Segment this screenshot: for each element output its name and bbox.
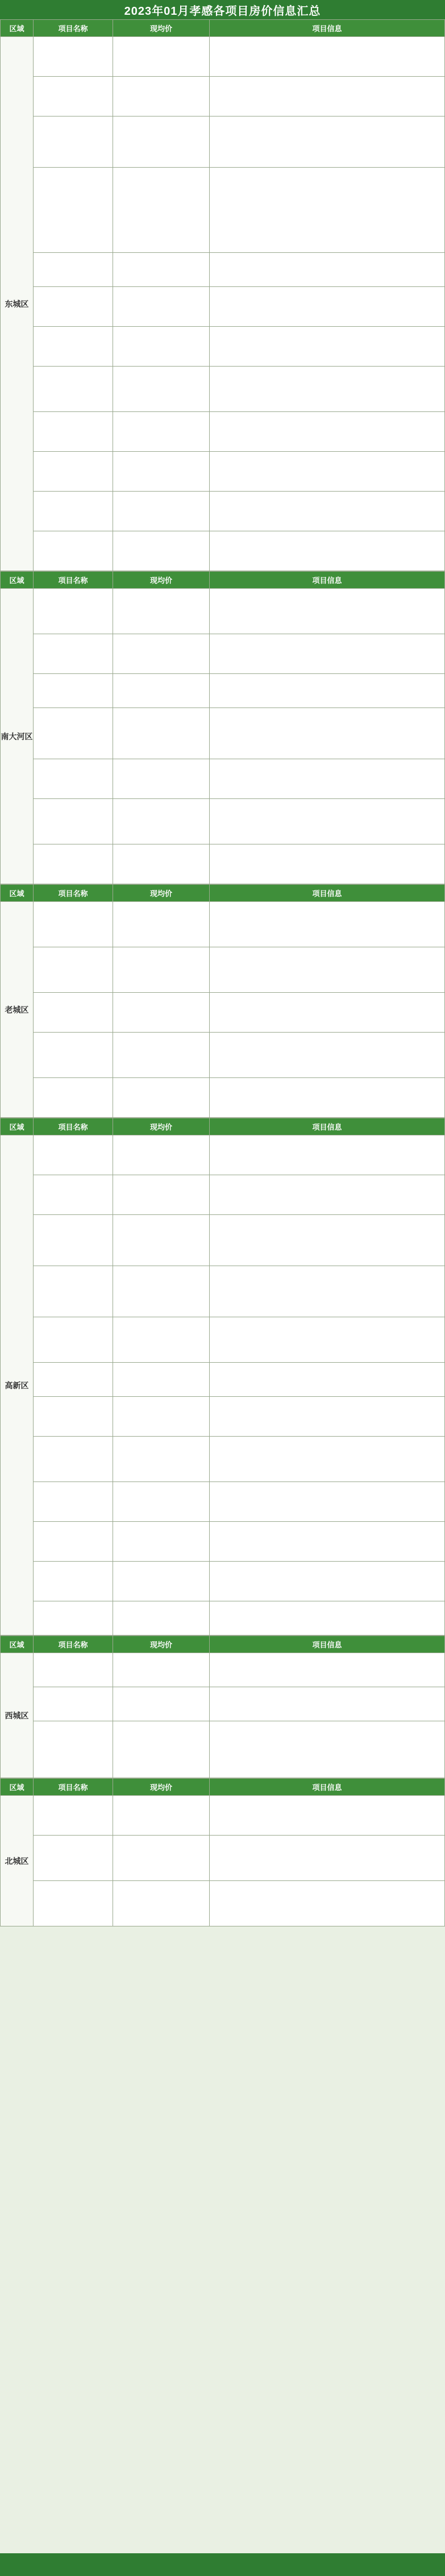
- project-price: [113, 1687, 210, 1721]
- table-row: [1, 902, 445, 947]
- project-name: [34, 844, 113, 884]
- header-name: 项目名称: [34, 1779, 113, 1796]
- project-price: [113, 1033, 210, 1078]
- project-info: [210, 1437, 445, 1482]
- project-price: [113, 327, 210, 367]
- header-info: 项目信息: [210, 1779, 445, 1796]
- table-row: [1, 77, 445, 116]
- table-row: [1, 253, 445, 287]
- project-price: [113, 1175, 210, 1215]
- project-info: [210, 1796, 445, 1836]
- header-region: 区域: [1, 1118, 34, 1135]
- project-name: [34, 287, 113, 327]
- project-price: [113, 412, 210, 452]
- project-info: [210, 116, 445, 168]
- region-table: [0, 19, 445, 571]
- project-price: [113, 708, 210, 759]
- table-row: [1, 1796, 445, 1836]
- project-price: [113, 634, 210, 674]
- project-info: [210, 674, 445, 708]
- project-name: [34, 1881, 113, 1926]
- table-row: [1, 1175, 445, 1215]
- table-header-row: [1, 572, 445, 589]
- header-info: 项目信息: [210, 572, 445, 589]
- project-name: [34, 759, 113, 799]
- project-info: [210, 253, 445, 287]
- project-price: [113, 902, 210, 947]
- region-label: 高新区: [1, 1135, 34, 1636]
- table-row: [1, 492, 445, 531]
- table-header-row: [1, 20, 445, 37]
- table-row: [1, 1562, 445, 1601]
- project-info: [210, 1721, 445, 1778]
- header-region: 区域: [1, 20, 34, 37]
- header-region: 区域: [1, 885, 34, 902]
- table-row: [1, 759, 445, 799]
- project-name: [34, 1653, 113, 1687]
- project-name: [34, 327, 113, 367]
- project-info: [210, 367, 445, 412]
- table-row: [1, 1397, 445, 1437]
- project-name: [34, 993, 113, 1033]
- project-name: [34, 1522, 113, 1562]
- region-label: 南大河区: [1, 589, 34, 884]
- project-info: [210, 492, 445, 531]
- project-info: [210, 1482, 445, 1522]
- project-info: [210, 1215, 445, 1266]
- table-row: [1, 1687, 445, 1721]
- project-price: [113, 1721, 210, 1778]
- project-name: [34, 674, 113, 708]
- project-price: [113, 993, 210, 1033]
- project-price: [113, 253, 210, 287]
- project-price: [113, 367, 210, 412]
- header-info: 项目信息: [210, 20, 445, 37]
- project-info: [210, 1881, 445, 1926]
- project-info: [210, 947, 445, 993]
- table-row: [1, 1215, 445, 1266]
- table-row: [1, 1601, 445, 1636]
- table-row: [1, 947, 445, 993]
- project-name: [34, 1562, 113, 1601]
- project-price: [113, 1796, 210, 1836]
- project-name: [34, 116, 113, 168]
- project-price: [113, 168, 210, 253]
- table-row: [1, 287, 445, 327]
- table-row: [1, 1522, 445, 1562]
- table-row: [1, 1721, 445, 1778]
- table-row: [1, 1266, 445, 1317]
- project-price: [113, 116, 210, 168]
- table-header-row: [1, 1779, 445, 1796]
- project-info: [210, 844, 445, 884]
- project-price: [113, 1653, 210, 1687]
- table-header-row: [1, 885, 445, 902]
- header-region: 区域: [1, 1779, 34, 1796]
- table-row: [1, 452, 445, 492]
- project-info: [210, 589, 445, 634]
- project-name: [34, 452, 113, 492]
- header-price: 现均价: [113, 572, 210, 589]
- table-row: [1, 799, 445, 844]
- table-row: [1, 1653, 445, 1687]
- table-header-row: [1, 1118, 445, 1135]
- project-price: [113, 1135, 210, 1175]
- project-info: [210, 634, 445, 674]
- project-price: [113, 844, 210, 884]
- header-region: 区域: [1, 1636, 34, 1653]
- table-row: [1, 1482, 445, 1522]
- table-row: [1, 1437, 445, 1482]
- project-price: [113, 674, 210, 708]
- project-price: [113, 531, 210, 571]
- project-price: [113, 1562, 210, 1601]
- header-info: 项目信息: [210, 1636, 445, 1653]
- project-name: [34, 168, 113, 253]
- project-info: [210, 1033, 445, 1078]
- project-name: [34, 531, 113, 571]
- project-price: [113, 799, 210, 844]
- table-row: [1, 589, 445, 634]
- project-info: [210, 168, 445, 253]
- region-label: 东城区: [1, 37, 34, 571]
- project-price: [113, 37, 210, 77]
- project-info: [210, 1653, 445, 1687]
- project-price: [113, 1215, 210, 1266]
- region-table: [0, 1118, 445, 1636]
- sections: [0, 19, 445, 1926]
- project-name: [34, 412, 113, 452]
- project-price: [113, 1078, 210, 1118]
- project-price: [113, 947, 210, 993]
- table-row: [1, 327, 445, 367]
- region-table: [0, 1636, 445, 1778]
- project-info: [210, 287, 445, 327]
- project-info: [210, 1078, 445, 1118]
- project-name: [34, 492, 113, 531]
- project-info: [210, 902, 445, 947]
- project-price: [113, 452, 210, 492]
- header-price: 现均价: [113, 1779, 210, 1796]
- table-header-row: [1, 1636, 445, 1653]
- project-name: [34, 1601, 113, 1636]
- project-name: [34, 1796, 113, 1836]
- project-price: [113, 1482, 210, 1522]
- project-price: [113, 1601, 210, 1636]
- project-info: [210, 1836, 445, 1881]
- header-info: 项目信息: [210, 1118, 445, 1135]
- project-price: [113, 1363, 210, 1397]
- header-info: 项目信息: [210, 885, 445, 902]
- project-price: [113, 1522, 210, 1562]
- table-row: [1, 367, 445, 412]
- table-row: [1, 1836, 445, 1881]
- project-info: [210, 1317, 445, 1363]
- region-table: [0, 884, 445, 1118]
- project-name: [34, 1482, 113, 1522]
- region-label: 西城区: [1, 1653, 34, 1778]
- project-name: [34, 902, 113, 947]
- project-info: [210, 1601, 445, 1636]
- project-info: [210, 531, 445, 571]
- project-price: [113, 1836, 210, 1881]
- table-row: [1, 708, 445, 759]
- footer: [0, 2553, 445, 2576]
- project-price: [113, 1266, 210, 1317]
- region-label: 北城区: [1, 1796, 34, 1926]
- region-label: 老城区: [1, 902, 34, 1118]
- project-name: [34, 77, 113, 116]
- project-name: [34, 1135, 113, 1175]
- project-info: [210, 708, 445, 759]
- project-info: [210, 759, 445, 799]
- header-price: 现均价: [113, 885, 210, 902]
- region-table: [0, 571, 445, 884]
- project-name: [34, 1266, 113, 1317]
- project-name: [34, 37, 113, 77]
- page-title: 2023年01月孝感各项目房价信息汇总: [0, 0, 445, 19]
- project-price: [113, 1881, 210, 1926]
- table-row: [1, 1317, 445, 1363]
- table-row: [1, 1363, 445, 1397]
- project-price: [113, 1317, 210, 1363]
- project-info: [210, 452, 445, 492]
- table-row: [1, 634, 445, 674]
- project-name: [34, 589, 113, 634]
- project-info: [210, 1522, 445, 1562]
- project-info: [210, 993, 445, 1033]
- table-row: [1, 531, 445, 571]
- header-name: 项目名称: [34, 20, 113, 37]
- project-name: [34, 799, 113, 844]
- project-name: [34, 1033, 113, 1078]
- project-info: [210, 1562, 445, 1601]
- project-info: [210, 1266, 445, 1317]
- table-row: [1, 1881, 445, 1926]
- project-name: [34, 1215, 113, 1266]
- project-name: [34, 634, 113, 674]
- project-price: [113, 492, 210, 531]
- project-name: [34, 1363, 113, 1397]
- project-info: [210, 77, 445, 116]
- project-name: [34, 708, 113, 759]
- table-row: [1, 116, 445, 168]
- project-info: [210, 1363, 445, 1397]
- project-name: [34, 1437, 113, 1482]
- header-name: 项目名称: [34, 1636, 113, 1653]
- table-row: [1, 37, 445, 77]
- project-info: [210, 327, 445, 367]
- header-name: 项目名称: [34, 1118, 113, 1135]
- project-name: [34, 947, 113, 993]
- project-price: [113, 287, 210, 327]
- project-info: [210, 412, 445, 452]
- header-name: 项目名称: [34, 572, 113, 589]
- project-price: [113, 589, 210, 634]
- header-name: 项目名称: [34, 885, 113, 902]
- table-row: [1, 1033, 445, 1078]
- project-name: [34, 1397, 113, 1437]
- project-info: [210, 799, 445, 844]
- project-name: [34, 1721, 113, 1778]
- project-price: [113, 77, 210, 116]
- region-table: [0, 1778, 445, 1926]
- table-row: [1, 674, 445, 708]
- project-name: [34, 1687, 113, 1721]
- header-price: 现均价: [113, 1118, 210, 1135]
- project-info: [210, 1135, 445, 1175]
- header-region: 区域: [1, 572, 34, 589]
- project-price: [113, 1437, 210, 1482]
- table-row: [1, 993, 445, 1033]
- project-price: [113, 1397, 210, 1437]
- project-name: [34, 367, 113, 412]
- project-name: [34, 1078, 113, 1118]
- project-info: [210, 1687, 445, 1721]
- project-name: [34, 1317, 113, 1363]
- project-price: [113, 759, 210, 799]
- project-name: [34, 1836, 113, 1881]
- project-name: [34, 1175, 113, 1215]
- table-row: [1, 844, 445, 884]
- project-name: [34, 253, 113, 287]
- project-info: [210, 1175, 445, 1215]
- project-info: [210, 37, 445, 77]
- table-row: [1, 1078, 445, 1118]
- table-row: [1, 412, 445, 452]
- header-price: 现均价: [113, 20, 210, 37]
- table-row: [1, 168, 445, 253]
- header-price: 现均价: [113, 1636, 210, 1653]
- table-row: [1, 1135, 445, 1175]
- project-info: [210, 1397, 445, 1437]
